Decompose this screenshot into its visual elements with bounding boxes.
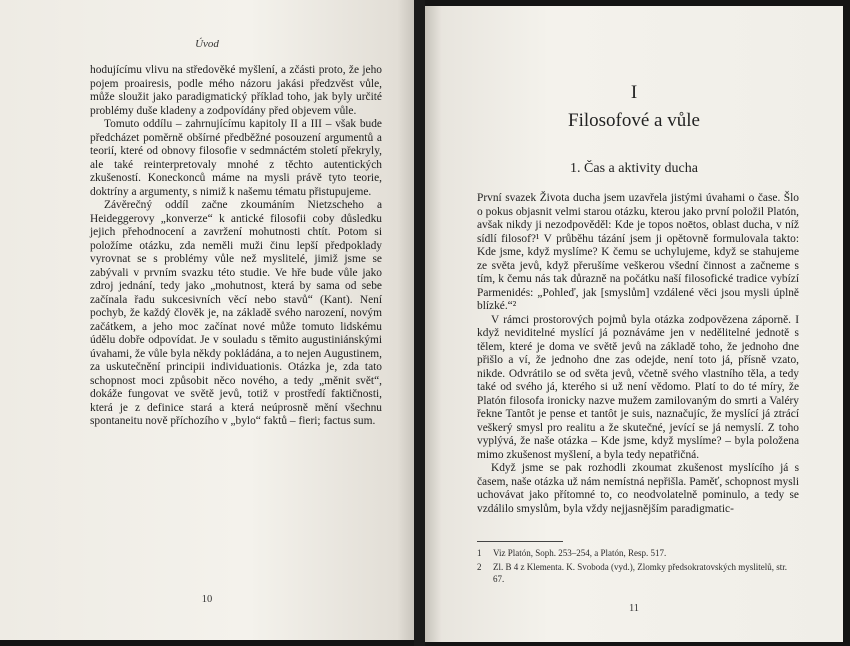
right-page — [425, 6, 843, 642]
page-number-left: 10 — [201, 594, 213, 605]
footnote-text: Zl. B 4 z Klementa. K. Svoboda (vyd.), Zlomky předsokratovských myslitelů, str. 67. — [493, 562, 787, 584]
footnote-divider — [477, 541, 563, 542]
paragraph: hodujícímu vlivu na středověké myšlení, a zčásti proto, že jeho pojem proairesis, podle mého názoru jakási předzvěst vůle, může sloužit jako paradigmatický příklad toho, jak byly určité problémy duše kladeny a zodpovídány před objevem vůle. — [90, 64, 382, 117]
chapter-title: Filosofové a vůle — [568, 110, 700, 131]
footnote-mark: 2 — [477, 562, 482, 572]
right-page-body — [477, 192, 799, 516]
section-title: 1. Čas a aktivity ducha — [570, 161, 698, 176]
left-page — [0, 0, 414, 640]
left-page-body — [90, 64, 382, 429]
paragraph: Tomuto oddílu – zahrnujícímu kapitoly II a III – však bude předcházet poměrně obšírné předběžné posouzení argumentů a teorií, které od obnovy filosofie v sedmnáctém století překryly, ale také reinterpretovaly mnohé z těchto autentických zkušeností. Koneckonců máme na mysli právě tyto teorie, doktríny a argumenty, s nimiž k našemu tématu přistupujeme. — [90, 118, 382, 198]
paragraph: Závěrečný oddíl začne zkoumáním Nietzscheho a Heideggerovy „konverze“ k antické filosofii coby důsledku jejich přehodnocení a zavržení mohutnosti chtít. Potom si položíme otázku, zda neměli muži činu lepší předpoklady vyrovnat se s problémy vůle než myslitelé, jimiž jsme se zabývali v prvním svazku této studie. Ve hře bude vůle jako zdroj jednání, tedy jako „mohutnost, která by sama od sebe začínala řadu sukcesivních věcí nebo stavů“ (Kant). Není pochyb, že každý člověk je, na základě svého narození, novým začátkem, a jeho moc začínat nové může tomuto lidskému údělu dobře odpovídat. Je v souladu s těmito augustiniánskými úvahami, že vůle byla někdy pokládána, a to nejen Augustinem, za uskutečnění principii individuationis. Otázka je, zda tato schopnost moci způsobit něco nového, a tedy „měnit svět“, dokáže fungovat ve světě jevů, totiž v prostředí faktičnosti, která je z definice stará a která neúprosně mění všechnu spontaneitu nově příchozího v „bylo“ faktů – fieri; factus sum. — [90, 199, 382, 427]
chapter-number: I — [630, 82, 638, 103]
footnote — [477, 547, 799, 559]
footnote-text: Viz Platón, Soph. 253–254, a Platón, Resp. 517. — [493, 548, 667, 558]
book-gutter — [414, 0, 425, 646]
page-number-right: 11 — [628, 603, 640, 614]
paragraph: První svazek Života ducha jsem uzavřela jistými úvahami o čase. Šlo o pokus objasnit velmi starou otázku, kterou jako první položil Platón, avšak nikdy ji nezodpověděl: Kde je topos noētos, oblast ducha, v níž sídlí filosof?¹ V průběhu tázání jsem ji opětovně formulovala takto: Kde jsme, když myslíme? K čemu se uchylujeme, když se stahujeme ze světa jevů, když přerušíme veškerou všední činnost a začneme s tím, k čemu nás tak důrazně na počátku naší filosofické tradice vybízí Parmenidés: „Pohleď, jak [smyslům] vzdálené věci jsou mysli úplně blízké.“² — [477, 192, 799, 312]
paragraph: Když jsme se pak rozhodli zkoumat zkušenost myslícího já s časem, naše otázka už nám nemístná nepřišla. Paměť, schopnost mysli uchovávat jako přítomné to, co neodvolatelně pominulo, a tedy se vzdálilo smyslům, byla vždy nejjasnějším paradigmatic- — [477, 462, 799, 515]
paragraph: V rámci prostorových pojmů byla otázka zodpovězena záporně. I když neviditelné myslící já poznáváme jen v nedělitelné jednotě s tělem, které je doma ve světě jevů na základě toho, že jednoho dne přišlo a ví, že jednoho dne zas odejde, není toto já, přísně vzato, nikde. Odvrátilo se od světa jevů, včetně svého vlastního těla, a tedy také od svého já, kterého si už není vědomo. Platí to do té míry, že Platón filosofa ironicky nazve mužem zamilovaným do smrti a Valéry řekne Tantôt je pense et tantôt je suis, naznačujíc, že myslící já ztrácí veškerý smysl pro realitu a že skutečné, jevící se já nemyslí. Z toho vyplývá, že naše otázka – Kde jsme, když myslíme? – byla položena mimo zkušenost myšlení, a byla tedy nepatřičná. — [477, 313, 799, 461]
footnote-mark: 1 — [477, 548, 482, 558]
running-head: Úvod — [195, 38, 219, 50]
footnote — [477, 561, 799, 585]
footnotes — [477, 547, 799, 585]
